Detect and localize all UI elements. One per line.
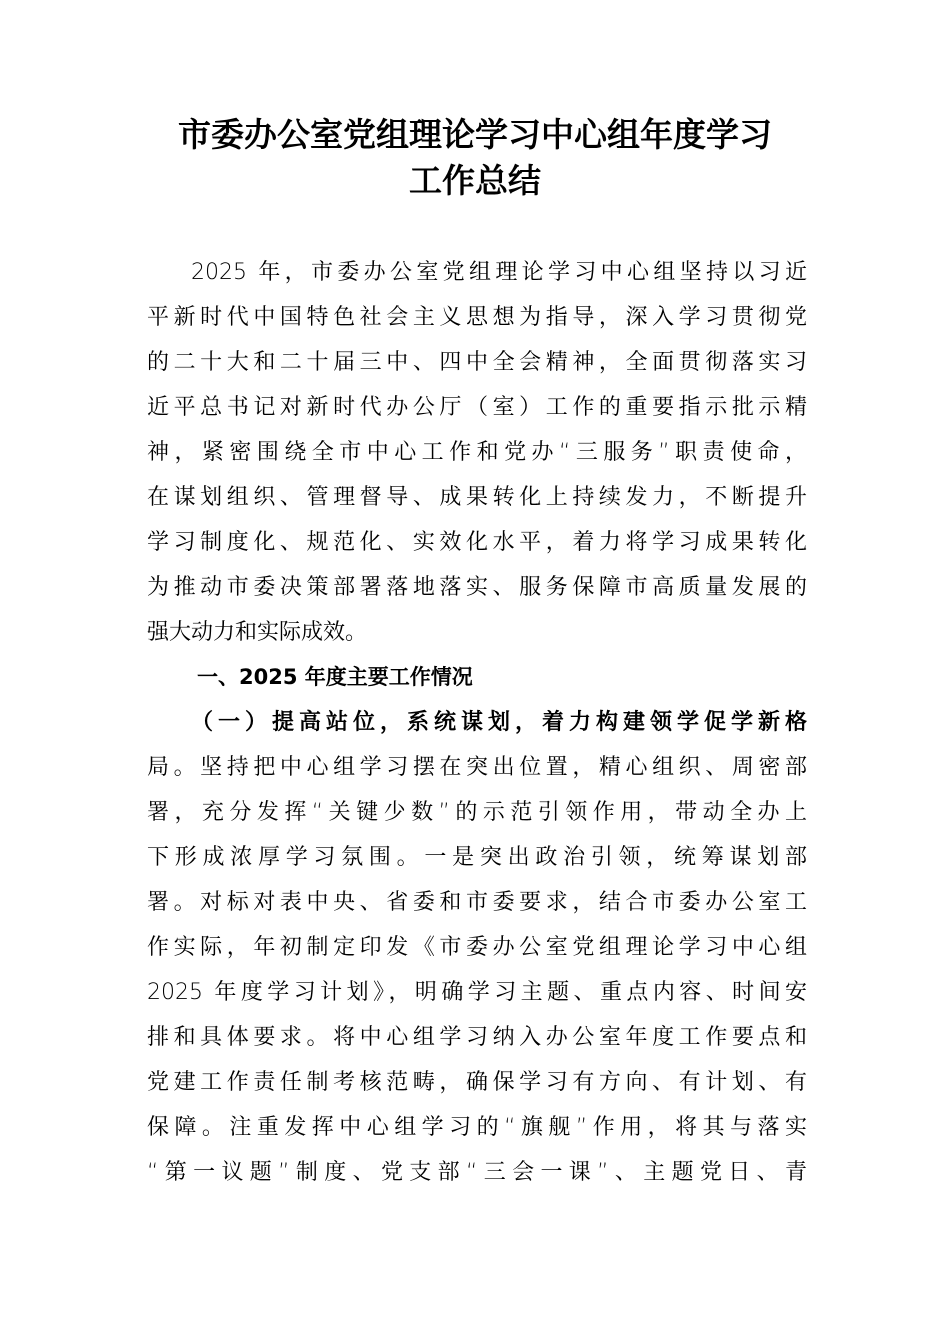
subsection-paragraph: [147, 700, 807, 1195]
subsection-heading: （一）提高站位，系统谋划，着力构建领学促学新格: [191, 709, 807, 735]
paragraph-line: 2025 年度学习计划》，明确学习主题、重点内容、时间安: [147, 980, 807, 1005]
paragraph-line: 局。坚持把中心组学习摆在突出位置，精心组织、周密部: [147, 755, 807, 780]
paragraph-line: 强大动力和实际成效。: [147, 620, 368, 645]
paragraph-line: 为推动市委决策部署落地落实、服务保障市高质量发展的: [147, 575, 807, 600]
document-body: [147, 250, 807, 1195]
paragraph-line: 平新时代中国特色社会主义思想为指导，深入学习贯彻党: [147, 305, 807, 330]
paragraph-line: 近平总书记对新时代办公厅（室）工作的重要指示批示精: [147, 395, 807, 420]
paragraph-line: 神，紧密围绕全市中心工作和党办“三服务”职责使命，: [147, 440, 807, 465]
paragraph-line: 下形成浓厚学习氛围。一是突出政治引领，统筹谋划部: [147, 845, 807, 870]
paragraph-line: 学习制度化、规范化、实效化水平，着力将学习成果转化: [147, 530, 807, 555]
paragraph-line: “第一议题”制度、党支部“三会一课”、主题党日、青: [147, 1160, 807, 1185]
paragraph-line: 排和具体要求。将中心组学习纳入办公室年度工作要点和: [147, 1025, 807, 1050]
title-line-2: 工作总结: [409, 161, 541, 200]
paragraph-line: 署，充分发挥“关键少数”的示范引领作用，带动全办上: [147, 800, 807, 825]
paragraph-line: 在谋划组织、管理督导、成果转化上持续发力，不断提升: [147, 485, 807, 510]
section-heading: 一、2025 年度主要工作情况: [197, 665, 473, 689]
paragraph-line: 署。对标对表中央、省委和市委要求，结合市委办公室工: [147, 890, 807, 915]
paragraph-line: 党建工作责任制考核范畴，确保学习有方向、有计划、有: [147, 1070, 807, 1095]
intro-paragraph: [147, 250, 807, 655]
paragraph-line: 的二十大和二十届三中、四中全会精神，全面贯彻落实习: [147, 350, 807, 375]
paragraph-line: 作实际，年初制定印发《市委办公室党组理论学习中心组: [147, 935, 807, 960]
paragraph-line: 保障。注重发挥中心组学习的“旗舰”作用，将其与落实: [147, 1115, 807, 1140]
paragraph-line: 2025 年，市委办公室党组理论学习中心组坚持以习近: [191, 260, 807, 285]
document-title: [140, 112, 810, 204]
title-line-1: 市委办公室党组理论学习中心组年度学习: [178, 115, 772, 154]
